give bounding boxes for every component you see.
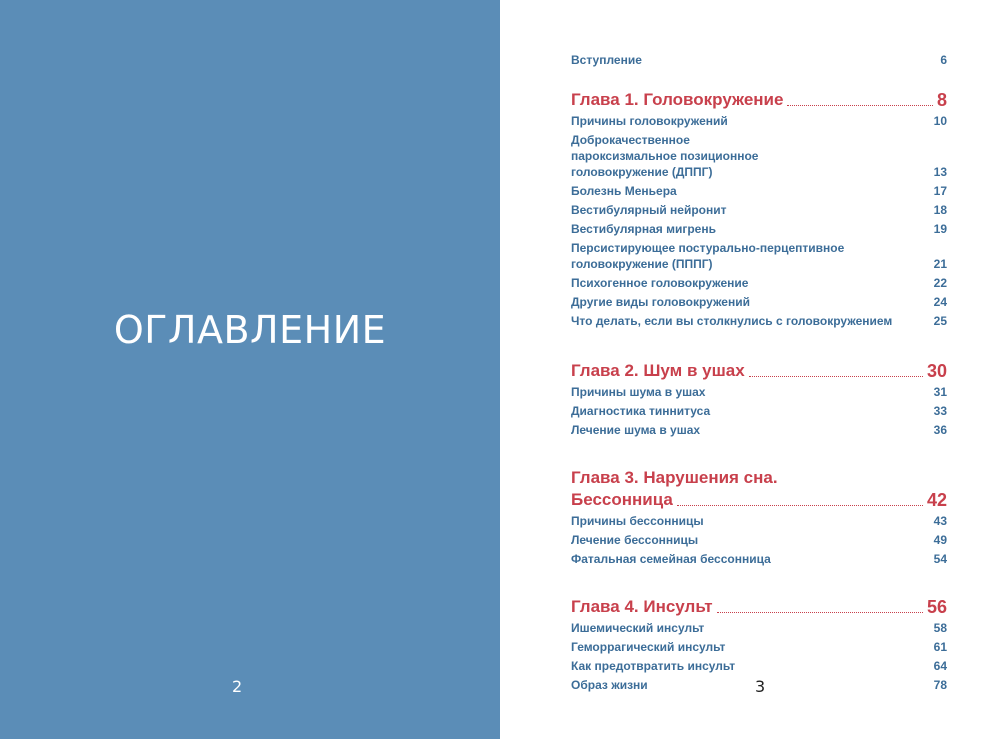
- section-title: Лечение бессонницы: [571, 532, 699, 547]
- section-page: 13: [933, 164, 947, 179]
- toc-intro[interactable]: [571, 50, 947, 69]
- section-page: 64: [933, 658, 947, 673]
- chapter-1-heading[interactable]: [571, 89, 947, 111]
- toc-section[interactable]: [571, 420, 947, 439]
- section-title: Другие виды головокружений: [571, 294, 750, 309]
- section-title: Доброкачественное пароксизмальное позиционное головокружение (ДППГ): [571, 132, 759, 179]
- section-title: Образ жизни: [571, 677, 648, 692]
- section-title: Болезнь Меньера: [571, 183, 677, 198]
- left-page-number: 2: [232, 677, 243, 696]
- section-page: 10: [933, 113, 947, 128]
- section-page: 25: [933, 313, 947, 328]
- section-page: 21: [933, 256, 947, 271]
- section-page: 24: [933, 294, 947, 309]
- toc-section[interactable]: [571, 637, 947, 656]
- chapter-4-heading[interactable]: [571, 596, 947, 618]
- section-page: 22: [933, 275, 947, 290]
- section-page: 17: [933, 183, 947, 198]
- section-title: Причины головокружений: [571, 113, 728, 128]
- section-title: Вестибулярная мигрень: [571, 221, 716, 236]
- section-title: Геморрагический инсульт: [571, 639, 726, 654]
- section-page: 78: [933, 677, 947, 692]
- page-title: ОГЛАВЛЕНИЕ: [113, 308, 387, 352]
- section-page: 49: [933, 532, 947, 547]
- leader-dots: [717, 611, 923, 613]
- toc-section[interactable]: [571, 111, 947, 130]
- chapter-2-title: Глава 2. Шум в ушах: [571, 361, 745, 380]
- chapter-1-title: Глава 1. Головокружение: [571, 90, 784, 109]
- section-title: Персистирующее постурально-перцептивное головокружение (ПППГ): [571, 240, 845, 271]
- chapter-4-page: 56: [926, 597, 947, 617]
- toc-section[interactable]: [571, 530, 947, 549]
- toc-section[interactable]: [571, 292, 947, 311]
- leader-dots: [677, 504, 923, 506]
- toc-section[interactable]: [571, 219, 947, 238]
- section-title: Лечение шума в ушах: [571, 422, 701, 437]
- toc-section[interactable]: [571, 238, 947, 273]
- right-page: [500, 0, 1000, 739]
- chapter-1-page: 8: [936, 90, 947, 110]
- toc-section[interactable]: [571, 130, 947, 181]
- chapter-3-title-line1: Глава 3. Нарушения сна.: [571, 468, 778, 487]
- section-page: 19: [933, 221, 947, 236]
- chapter-3-title-line2: Бессонница: [571, 490, 673, 509]
- section-title: Фатальная семейная бессонница: [571, 551, 771, 566]
- section-page: 61: [933, 639, 947, 654]
- toc-section[interactable]: [571, 656, 947, 675]
- chapter-2-page: 30: [926, 361, 947, 381]
- section-title: Вестибулярный нейронит: [571, 202, 727, 217]
- leader-dots: [787, 104, 933, 106]
- section-title: Причины бессонницы: [571, 513, 704, 528]
- toc-section[interactable]: [571, 549, 947, 568]
- toc-section[interactable]: [571, 311, 947, 330]
- toc-section[interactable]: [571, 200, 947, 219]
- toc-section[interactable]: [571, 401, 947, 420]
- section-title: Ишемический инсульт: [571, 620, 705, 635]
- toc-section[interactable]: [571, 511, 947, 530]
- section-page: 33: [933, 403, 947, 418]
- section-page: 54: [933, 551, 947, 566]
- section-title: Причины шума в ушах: [571, 384, 706, 399]
- section-title: Как предотвратить инсульт: [571, 658, 736, 673]
- section-page: 43: [933, 513, 947, 528]
- toc-section[interactable]: [571, 618, 947, 637]
- chapter-2-heading[interactable]: [571, 360, 947, 382]
- section-title: Психогенное головокружение: [571, 275, 749, 290]
- toc-section[interactable]: [571, 382, 947, 401]
- section-page: 18: [933, 202, 947, 217]
- leader-dots: [749, 375, 923, 377]
- chapter-3-heading[interactable]: [571, 467, 947, 511]
- section-page: 58: [933, 620, 947, 635]
- toc-intro-title: Вступление: [571, 52, 642, 67]
- right-page-number: 3: [755, 677, 766, 696]
- toc-section[interactable]: [571, 181, 947, 200]
- table-of-contents: [571, 50, 947, 694]
- section-title: Что делать, если вы столкнулись с головокружением: [571, 313, 893, 328]
- section-page: 31: [933, 384, 947, 399]
- section-page: 36: [933, 422, 947, 437]
- section-title: Диагностика тиннитуса: [571, 403, 711, 418]
- toc-section[interactable]: [571, 273, 947, 292]
- toc-intro-page: 6: [940, 52, 947, 67]
- chapter-4-title: Глава 4. Инсульт: [571, 597, 713, 616]
- chapter-3-page: 42: [926, 490, 947, 510]
